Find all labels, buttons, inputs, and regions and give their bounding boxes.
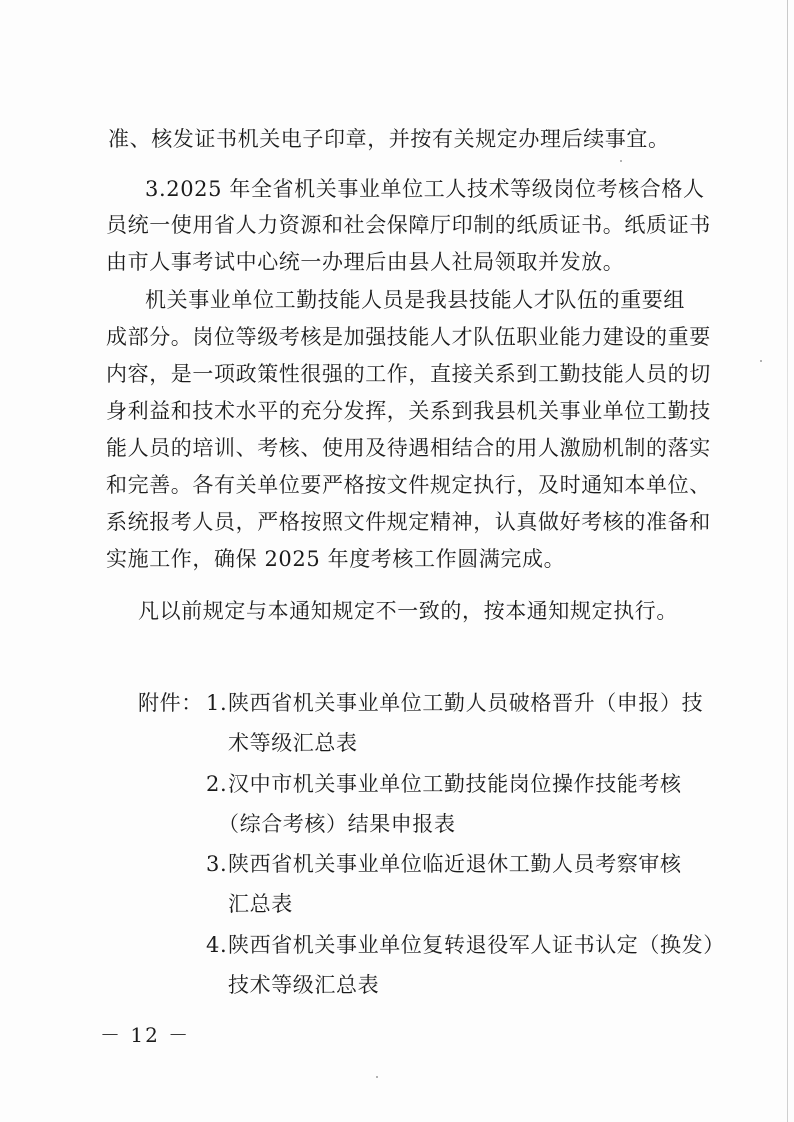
paragraph-2-line-3: 由市人事考试中心统一办理后由县人社局领取并发放。 — [106, 250, 625, 274]
paragraph-3-line-3: 内容，是一项政策性很强的工作，直接关系到工勤技能人员的切 — [106, 362, 711, 386]
paragraph-2-line-1: 3.2025 年全省机关事业单位工人技术等级岗位考核合格人 — [145, 177, 705, 201]
scan-speck — [620, 160, 622, 162]
attachment-1-line-1: 陕西省机关事业单位工勤人员破格晋升（申报）技 — [228, 691, 704, 715]
paragraph-4-line: 凡以前规定与本通知规定不一致的，按本通知规定执行。 — [138, 599, 678, 623]
attachment-4-number: 4. — [206, 933, 228, 957]
scan-edge-line — [787, 0, 788, 1122]
paragraph-3-line-7: 系统报考人员，严格按照文件规定精神，认真做好考核的准备和 — [106, 510, 711, 534]
paragraph-3-line-1: 机关事业单位工勤技能人员是我县技能人才队伍的重要组 — [145, 288, 685, 312]
paragraph-3-line-5: 能人员的培训、考核、使用及待遇相结合的用人激励机制的落实 — [106, 436, 711, 460]
attachment-2-line-1: 汉中市机关事业单位工勤技能岗位操作技能考核 — [228, 772, 682, 796]
paragraph-2-line-2: 员统一使用省人力资源和社会保障厅印制的纸质证书。纸质证书 — [106, 213, 711, 237]
attachment-1-line-2: 术等级汇总表 — [228, 731, 358, 755]
attachment-2-line-2: （综合考核）结果申报表 — [218, 812, 456, 836]
page-number: － 12 － — [100, 1023, 191, 1047]
attachment-3-number: 3. — [206, 852, 228, 876]
attachment-3-line-1: 陕西省机关事业单位临近退休工勤人员考察审核 — [228, 852, 682, 876]
paragraph-3-line-6: 和完善。各有关单位要严格按文件规定执行，及时通知本单位、 — [106, 473, 711, 497]
scan-speck — [376, 1076, 378, 1078]
scan-speck — [760, 360, 762, 362]
paragraph-1-line: 准、核发证书机关电子印章，并按有关规定办理后续事宜。 — [108, 127, 670, 151]
attachment-4-line-1: 陕西省机关事业单位复转退役军人证书认定（换发） — [228, 933, 725, 957]
attachment-1-number: 1. — [206, 691, 228, 715]
attachment-2-number: 2. — [206, 772, 228, 796]
attachment-4-line-2: 技术等级汇总表 — [228, 973, 380, 997]
attachments-label: 附件： — [138, 691, 203, 715]
paragraph-3-line-8: 实施工作，确保 2025 年度考核工作圆满完成。 — [106, 547, 566, 571]
attachment-3-line-2: 汇总表 — [228, 892, 293, 916]
paragraph-3-line-2: 成部分。岗位等级考核是加强技能人才队伍职业能力建设的重要 — [106, 325, 711, 349]
paragraph-3-line-4: 身利益和技术水平的充分发挥，关系到我县机关事业单位工勤技 — [106, 399, 711, 423]
